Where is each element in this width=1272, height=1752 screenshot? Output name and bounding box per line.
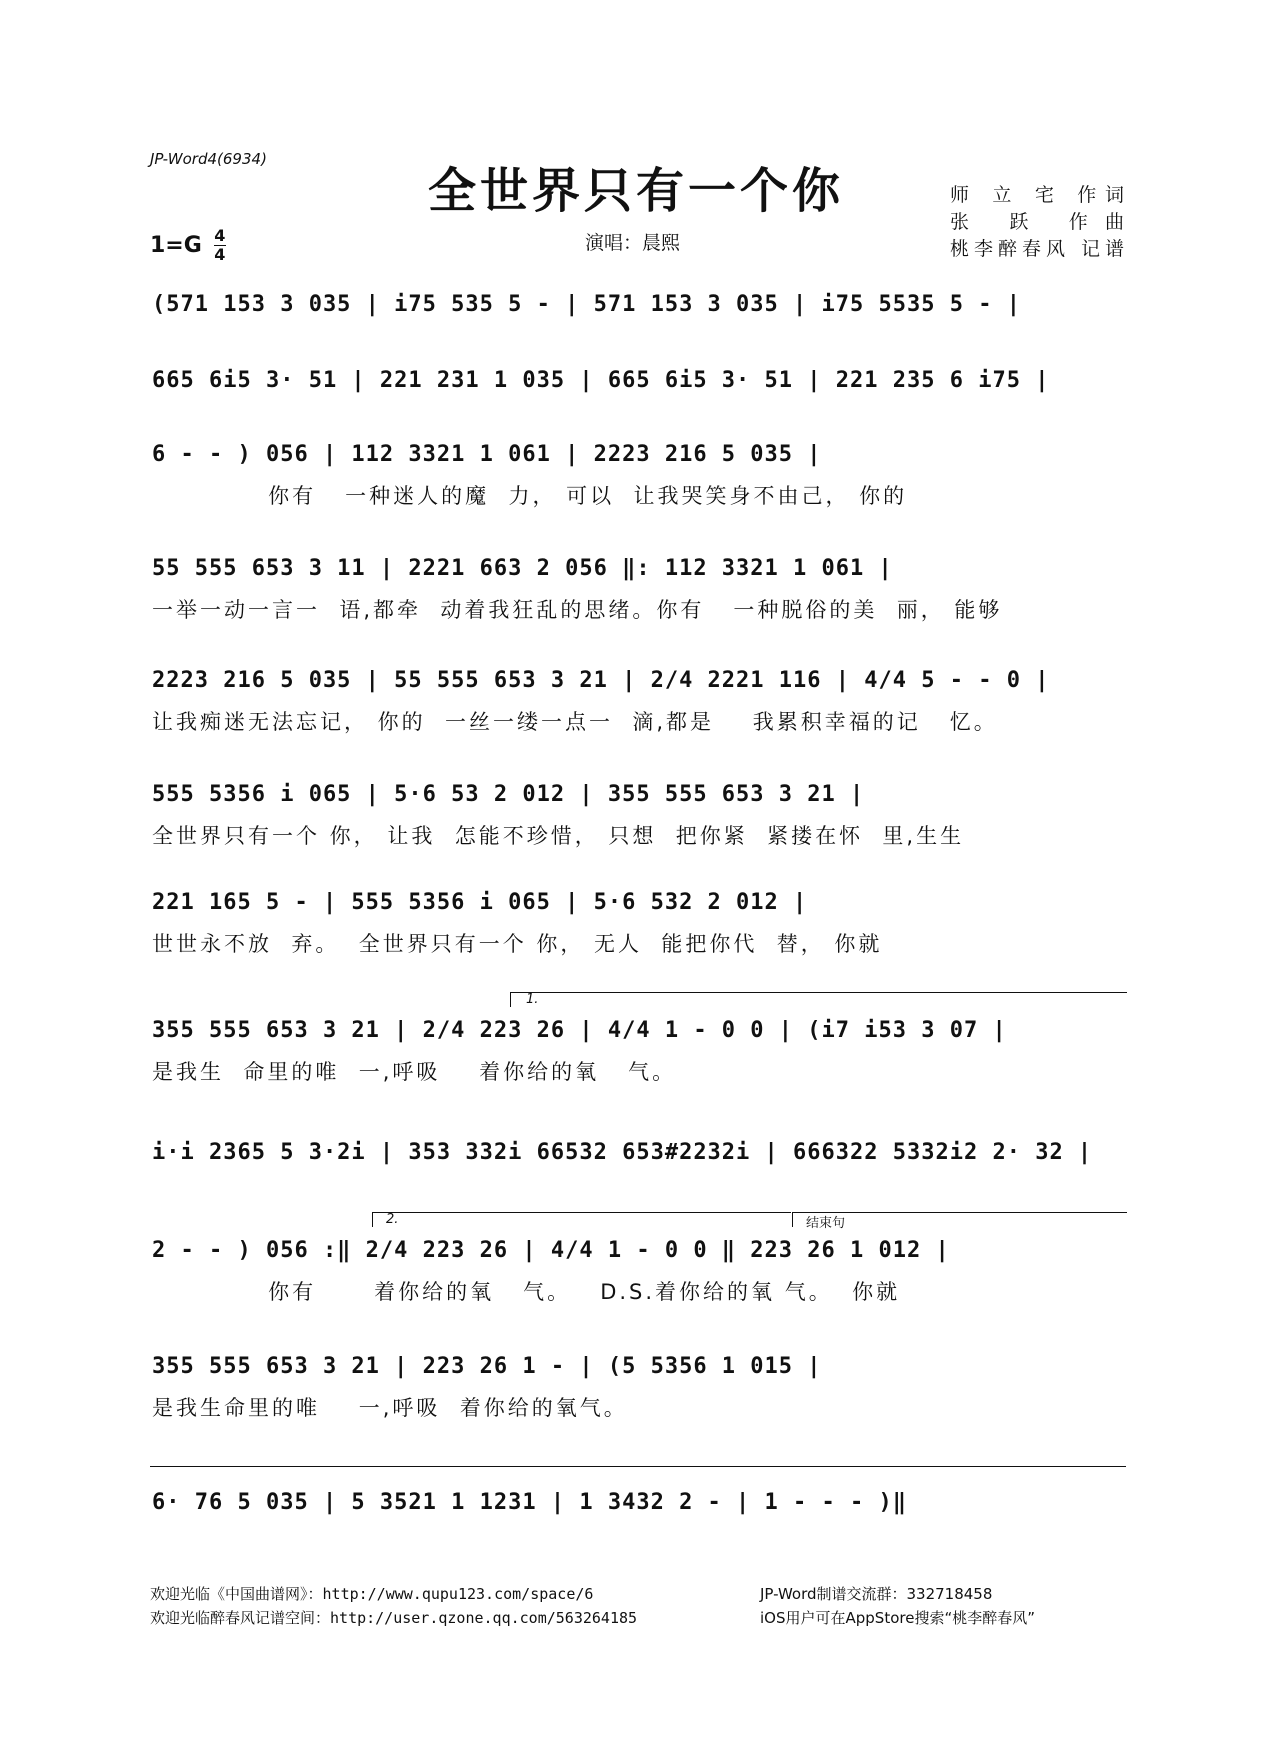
lyrics-line: 是我生 命里的唯 一,呼吸 着你给的氧 气。: [152, 1060, 677, 1084]
notation-line: 355 555 653 3 21 | 223 26 1 - | (5 5356 1 015 |: [152, 1354, 822, 1379]
transcriber: 桃李醉春风 记谱: [950, 238, 1126, 260]
notation-line: 6 - - ) 056 | 112 3321 1 061 | 2223 216 5 035 |: [152, 442, 822, 467]
notation-line: 2 - - ) 056 :‖ 2/4 223 26 | 4/4 1 - 0 0 ‖ 223 26 1 012 |: [152, 1238, 950, 1263]
notation-line: (571 153 3 035 | i75 535 5 - | 571 153 3 035 | i75 5535 5 - |: [152, 292, 1021, 317]
footer-link-qzone[interactable]: 欢迎光临醉春风记谱空间：http://user.qzone.qq.com/563264185: [150, 1609, 638, 1627]
volta-bracket-2: [372, 1212, 791, 1227]
lyrics-line: 全世界只有一个 你， 让我 怎能不珍惜， 只想 把你紧 紧搂在怀 里,生生: [152, 824, 965, 848]
volta-bracket-1: [510, 992, 1127, 1007]
lyrics-line: 你有 着你给的氧 气。 D.S.着你给的氧 气。 你就: [152, 1280, 901, 1304]
lyrics-line: 一举一动一言一 语,都牵 动着我狂乱的思绪。你有 一种脱俗的美 丽， 能够: [152, 598, 1003, 622]
notation-line: i·i 2365 5 3·2i | 353 332i 66532 653#2232i | 666322 5332i2 2· 32 |: [152, 1140, 1093, 1165]
credits: [950, 182, 1126, 263]
notation-line: 665 6i5 3· 51 | 221 231 1 035 | 665 6i5 3· 51 | 221 235 6 i75 |: [152, 368, 1050, 393]
composer: 张 跃 作曲: [950, 211, 1126, 233]
notation-line: 221 165 5 - | 555 5356 i 065 | 5·6 532 2 012 |: [152, 890, 808, 915]
lyrics-line: 世世永不放 弃。 全世界只有一个 你， 无人 能把你代 替， 你就: [152, 932, 883, 956]
coda-label: 结束句: [806, 1216, 846, 1231]
footer-group: JP-Word制谱交流群：332718458: [760, 1585, 993, 1603]
volta-label-2: 2.: [386, 1212, 399, 1227]
lyrics-line: 让我痴迷无法忘记， 你的 一丝一缕一点一 滴,都是 我累积幸福的记 忆。: [152, 710, 998, 734]
divider-line: [150, 1466, 1126, 1467]
footer-link-qupu[interactable]: 欢迎光临《中国曲谱网》：http://www.qupu123.com/space/6: [150, 1585, 594, 1603]
notation-line: 6· 76 5 035 | 5 3521 1 1231 | 1 3432 2 - | 1 - - - )‖: [152, 1490, 907, 1515]
notation-line: 355 555 653 3 21 | 2/4 223 26 | 4/4 1 - 0 0 | (i7 i53 3 07 |: [152, 1018, 1007, 1043]
song-title: 全世界只有一个你: [427, 163, 844, 219]
software-label: JP-Word4(6934): [150, 150, 267, 168]
notation-line: 555 5356 i 065 | 5·6 53 2 012 | 355 555 653 3 21 |: [152, 782, 865, 807]
singer: 演唱：晨熙: [585, 232, 681, 254]
notation-line: 55 555 653 3 11 | 2221 663 2 056 ‖: 112 3321 1 061 |: [152, 556, 893, 581]
lyrics-line: 是我生命里的唯 一,呼吸 着你给的氧气。: [152, 1396, 628, 1420]
lyricist: 师 立 宅 作词: [950, 184, 1126, 206]
footer-right: [760, 1582, 1035, 1630]
key-signature: [150, 228, 226, 263]
footer-left: [150, 1582, 637, 1630]
time-signature: 4 4: [214, 226, 226, 264]
lyrics-line: 你有 一种迷人的魔 力， 可以 让我哭笑身不由己， 你的: [152, 484, 908, 508]
volta-label-1: 1.: [526, 992, 539, 1007]
footer-appstore: iOS用户可在AppStore搜索“桃李醉春风”: [760, 1609, 1035, 1627]
key-label: 1=G: [150, 233, 202, 258]
notation-line: 2223 216 5 035 | 55 555 653 3 21 | 2/4 2221 116 | 4/4 5 - - 0 |: [152, 668, 1050, 693]
